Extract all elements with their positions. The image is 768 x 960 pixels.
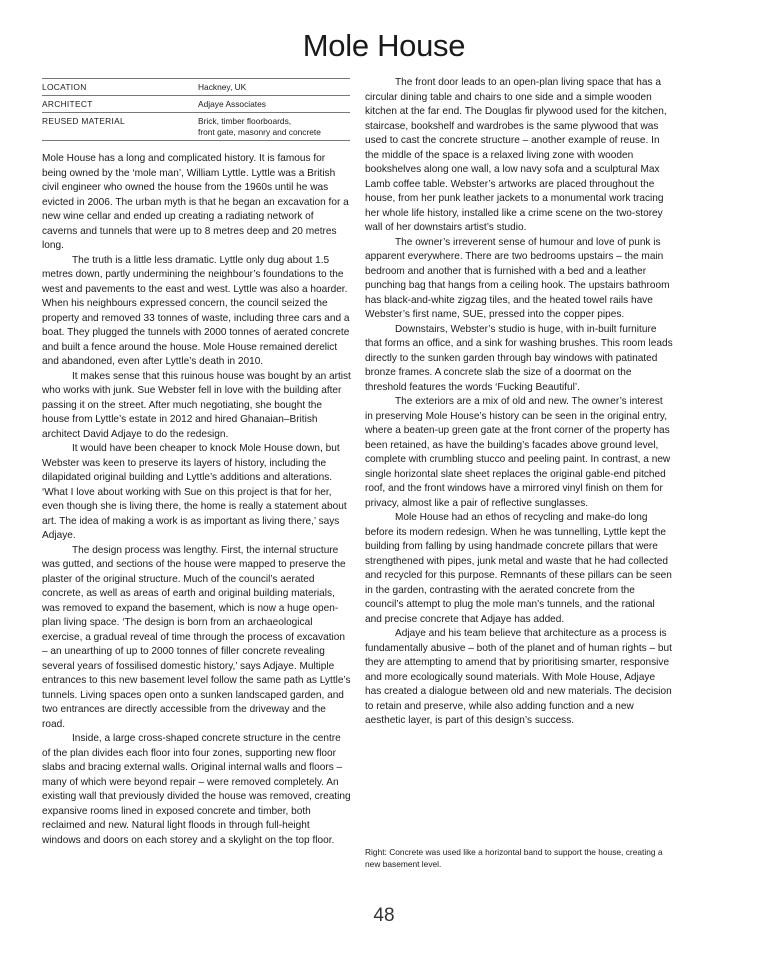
body-paragraph: The design process was lengthy. First, the internal structure was gutted, and sections of the house were mapped to preserve the plaster of the original structure. Much of the council’s aerated concrete, as well as areas of earth and original building materials, was removed to expand the basement, which is now a huge open-plan living space. ‘The design is born from an archaeological exercise, a gradual reveal of time through the process of excavation – an unearthing of up to 2000 tonnes of filler concrete revealing several years of fossilised domestic history,’ says Adjaye. Multiple entrances to this new basement level follow the same path as Lyttle’s tunnels. Living spaces open onto a sunken landscaped garden, and two entrances are directly accessible from the driveway and the road.	[42, 544, 351, 730]
page-title: Mole House	[302, 28, 466, 63]
left-text-column	[42, 152, 351, 848]
facts-value: Hackney, UK	[198, 79, 350, 96]
body-paragraph: Downstairs, Webster’s studio is huge, with in-built furniture that forms an office, and a sink for washing brushes. This room leads directly to the sunken garden through bay windows with patinated bronze frames. A concrete slab the size of a doormat on the threshold features the words ‘Fucking Beautiful’.	[365, 323, 673, 393]
photo-caption: Right: Concrete was used like a horizontal band to support the house, creating a new basement level.	[365, 847, 663, 869]
body-paragraph: Mole House has a long and complicated history. It is famous for being owned by the ‘mole man’, William Lyttle. Lyttle was a British civil engineer who owned the house from the 1960s until he was evicted in 2006. The urban myth is that he began an excavation for a new wine cellar and ended up creating a radiating network of caverns and tunnels that were up to 8 metres deep and 20 metres long.	[42, 153, 349, 251]
facts-label: REUSED MATERIAL	[42, 113, 198, 141]
facts-value: Brick, timber floorboards, front gate, masonry and concrete	[198, 113, 350, 141]
body-paragraph: The front door leads to an open-plan living space that has a circular dining table and chairs to one side and a simple wooden kitchen at the far end. The Douglas fir plywood used for the kitchen, staircase, bookshelf and wardrobes is the same plywood that was used to cast the concrete structure – another example of reuse. In the middle of the space is a relaxed living zone with wooden bookshelves along one wall, a low navy sofa and a sculptural Max Lamb coffee table. Webster’s artworks are placed throughout the house, from her punk leather jackets to a monumental work tracing her whole life history, installed like a crime scene on the two-storey wall of her downstairs artist’s studio.	[365, 77, 667, 233]
facts-value: Adjaye Associates	[198, 96, 350, 113]
body-paragraph: Mole House had an ethos of recycling and make-do long before its modern redesign. When he was tunnelling, Lyttle kept the building from falling by using handmade concrete pillars that were strengthened with pipes, junk metal and waste that he had collected and recycled for this purpose. Remnants of these pillars can be seen in the garden, contrasting with the aerated concrete from the council’s attempt to plug the mole man’s tunnels, and the rational and precise concrete that Adjaye has added.	[365, 512, 672, 625]
body-paragraph: The truth is a little less dramatic. Lyttle only dug about 1.5 metres down, partly undermining the neighbour’s foundations to the west and pavements to the east and west. Lyttle was also a hoarder. When his neighbours expressed concern, the council seized the property and removed 33 tonnes of waste, including three cars and a boat. They plugged the tunnels with 2000 tonnes of aerated concrete and built a fence around the house. Mole House remained derelict and abandoned, even after Lyttle’s death in 2010.	[42, 254, 350, 367]
body-paragraph: It would have been cheaper to knock Mole House down, but Webster was keen to preserve its layers of history, including the dilapidated original building and Lyttle’s additions and alterations. ‘What I love about working with Sue on this project is that for her, even though she is living there, the home is really a statement about art. The idea of making a work is as important as living there,’ says Adjaye.	[42, 443, 347, 541]
facts-row-architect	[42, 96, 350, 113]
body-paragraph: The owner’s irreverent sense of humour and love of punk is apparent everywhere. There are two bedrooms upstairs – the main bedroom and another that is furnished with a bed and a leather punching bag that hangs from a ceiling hook. The upstairs bathroom has black-and-white zigzag tiles, and the heated towel rails have Webster’s first name, SUE, pressed into the copper pipes.	[365, 236, 670, 320]
right-text-column	[365, 76, 673, 729]
facts-row-reused-material	[42, 113, 350, 141]
project-facts-table	[42, 78, 350, 141]
facts-row-location	[42, 79, 350, 96]
body-paragraph: It makes sense that this ruinous house was bought by an artist who works with junk. Sue Webster fell in love with the building after passing it on the street. After much negotiating, she bought the house from Lyttle’s estate in 2012 and hired Ghanaian–British architect David Adjaye to do the redesign.	[42, 370, 351, 440]
body-paragraph: Adjaye and his team believe that architecture as a process is fundamentally abusive – both of the planet and of human rights – but they are attempting to amend that by prioritising smarter, responsive and more ecologically sound materials. With Mole House, Adjaye has created a dialogue between old and new materials. The decision to retain and preserve, while also adding function and a new aesthetic layer, is part of this design’s success.	[365, 628, 672, 726]
page-number: 48	[373, 905, 395, 926]
body-paragraph: The exteriors are a mix of old and new. The owner’s interest in preserving Mole House’s history can be seen in the original entry, where a beaten-up green gate at the front corner of the property has been retained, as have the building’s facades above ground level, complete with crumbling stucco and peeling paint. In contrast, a new single horizontal slate sheet replaces the original gable-end pitched roof, and the front windows have a mirrored vinyl finish on them for privacy, almost like a pair of reflective sunglasses.	[365, 396, 671, 509]
facts-label: ARCHITECT	[42, 96, 198, 113]
facts-label: LOCATION	[42, 79, 198, 96]
body-paragraph: Inside, a large cross-shaped concrete structure in the centre of the plan divides each floor into four zones, supporting new floor slabs and bracing external walls. Original internal walls and floors – many of which were beyond repair – were removed completely. An existing wall that previously divided the house was removed, creating expansive rooms lined in exposed concrete and timber, both reclaimed and new. Natural light floods in through full-height windows and doors on each storey and a skylight on the top floor.	[42, 733, 351, 846]
